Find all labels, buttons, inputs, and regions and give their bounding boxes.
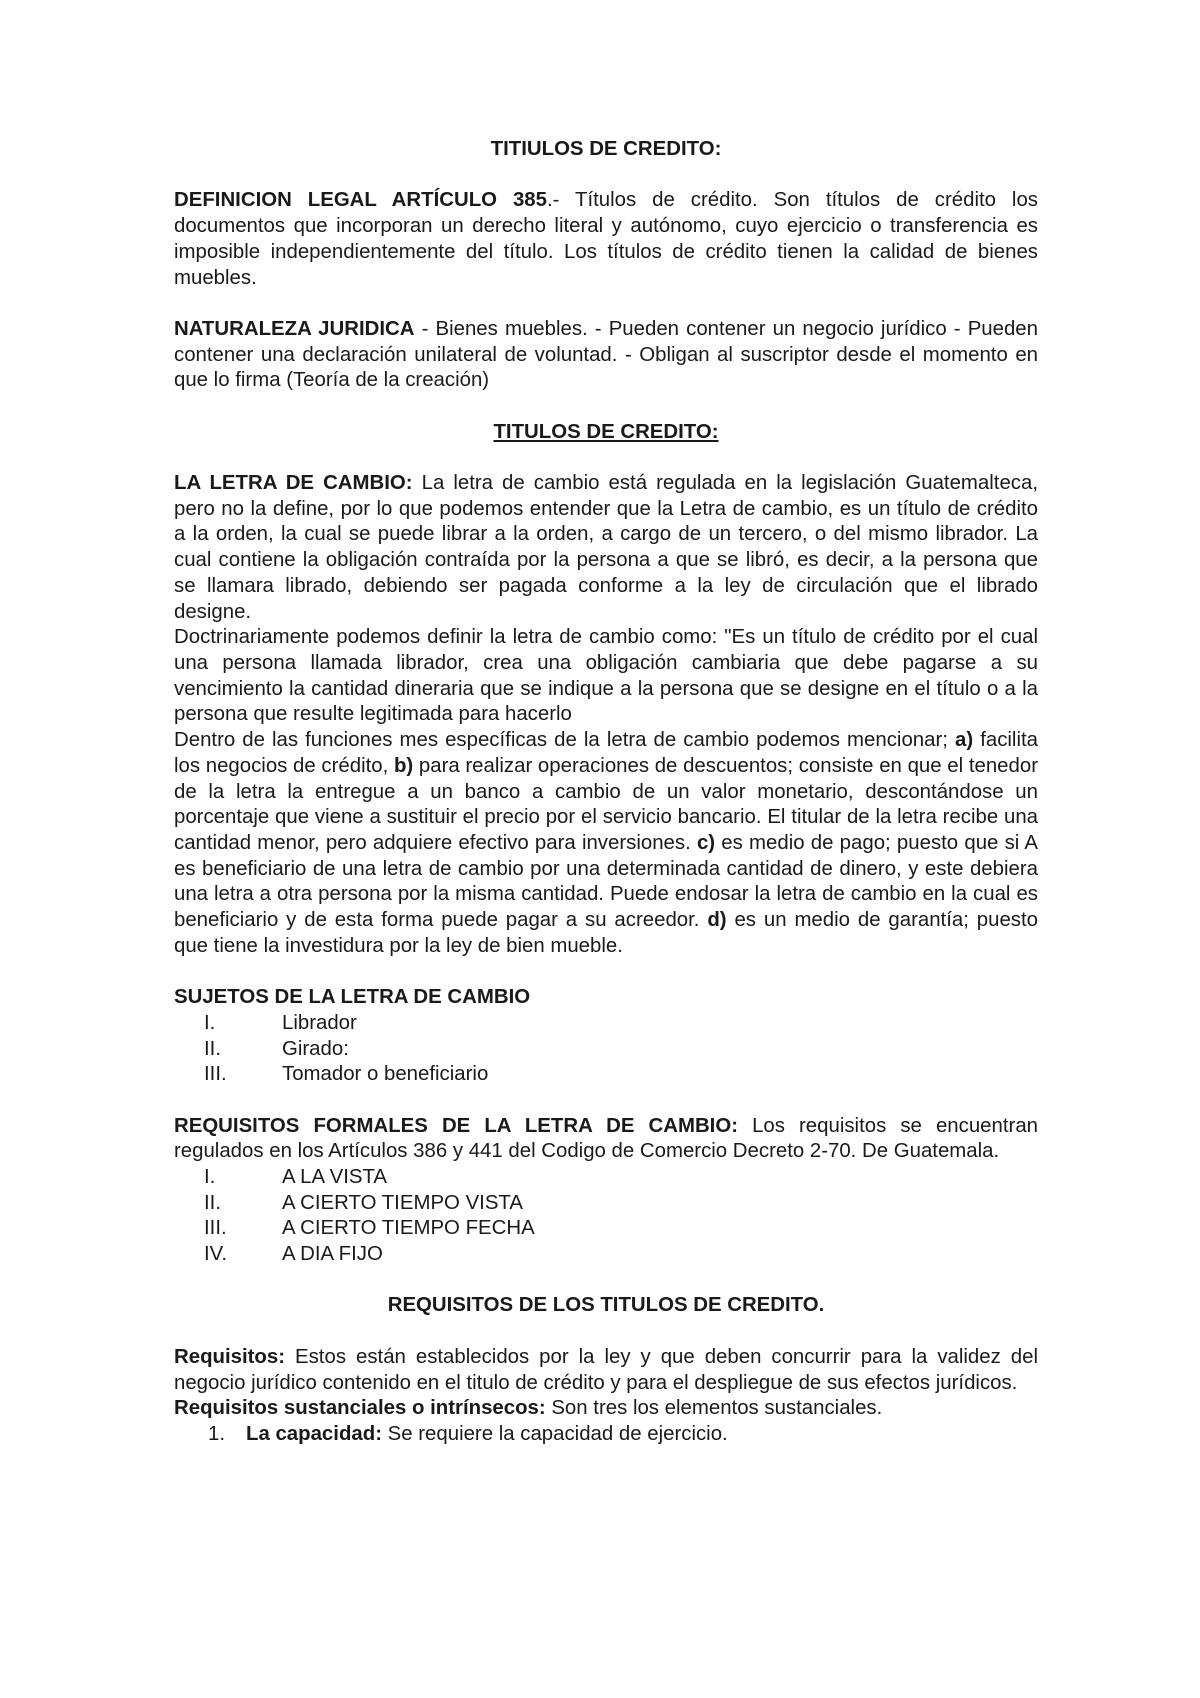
funciones-paragraph: Dentro de las funciones mes específicas de la letra de cambio podemos mencionar; a) facilita los negocios de crédito, b) para realizar operaciones de descuentos; consiste en que el tenedor de la letra la entregue a un banco a cambio de un valor monetario, descontándose un porcentaje que viene a sustituir el precio por el servicio bancario. El titular de la letra recibe una cantidad menor, pero adquiere efectivo para inversiones. c) es medio de pago; puesto que si A es beneficiario de una letra de cambio por una determinada cantidad de dinero, y este debiera una letra a otra persona por la misma cantidad. Puede endosar la letra de cambio en la cual es beneficiario y de esta forma puede pagar a su acreedor. d) es un medio de garantía; puesto que tiene la investidura por la ley de bien mueble. — [174, 729, 1038, 957]
letra-heading: LA LETRA DE CAMBIO: — [174, 472, 413, 495]
section-title-1: TITIULOS DE CREDITO: — [490, 138, 722, 160]
list-item: IV. A DIA FIJO — [204, 1243, 383, 1266]
section-title-2: TITULOS DE CREDITO: — [493, 420, 719, 443]
document-page — [174, 137, 1038, 1448]
list-item: I. Librador — [204, 1011, 357, 1034]
list-item: III. Tomador o beneficiario — [204, 1063, 489, 1086]
list-item: II. Girado: — [204, 1037, 349, 1060]
list-item: I. A LA VISTA — [204, 1165, 388, 1188]
sustanciales-paragraph: Requisitos sustanciales o intrínsecos: Son tres los elementos sustanciales. — [174, 1397, 883, 1420]
section-title-3: REQUISITOS DE LOS TITULOS DE CREDITO. — [387, 1294, 825, 1317]
naturaleza-heading: NATURALEZA JURIDICA — [174, 317, 415, 340]
requisitos-heading: Requisitos: — [174, 1345, 286, 1368]
list-item: III. A CIERTO TIEMPO FECHA — [204, 1217, 535, 1240]
naturaleza-paragraph: NATURALEZA JURIDICA - Bienes muebles. - Pueden contener un negocio jurídico - Pueden contener una declaración unilateral de voluntad. - Obligan al suscriptor desde el momento en que lo firma (Teoría de la creación) — [174, 317, 1038, 392]
definicion-heading: DEFINICION LEGAL ARTÍCULO 385 — [174, 189, 547, 212]
sustanciales-list — [174, 1422, 1038, 1448]
formales-heading: REQUISITOS FORMALES DE LA LETRA DE CAMBIO: — [174, 1114, 738, 1137]
letra-paragraph: LA LETRA DE CAMBIO: La letra de cambio está regulada en la legislación Guatemalteca, pero no la define, por lo que podemos entender que la Letra de cambio, es un título de crédito a la orden, la cual se puede librar a la orden, a cargo de un tercero, o del mismo librador. La cual contiene la obligación contraída por la persona a que se libró, es decir, a la persona que se llamara librado, debiendo ser pagada conforme a la ley de circulación que el librado designe. — [174, 472, 1038, 623]
sujetos-list — [174, 1011, 1038, 1088]
list-item: 1. La capacidad: Se requiere la capacidad de ejercicio. — [208, 1422, 728, 1445]
sujetos-heading: SUJETOS DE LA LETRA DE CAMBIO — [174, 986, 531, 1009]
formales-paragraph: REQUISITOS FORMALES DE LA LETRA DE CAMBIO: Los requisitos se encuentran regulados en los Artículos 386 y 441 del Codigo de Comercio Decreto 2-70. De Guatemala. — [174, 1114, 1038, 1163]
list-item: II. A CIERTO TIEMPO VISTA — [204, 1191, 523, 1214]
definicion-paragraph: DEFINICION LEGAL ARTÍCULO 385.- Títulos de crédito. Son títulos de crédito los documentos que incorporan un derecho literal y autónomo, cuyo ejercicio o transferencia es imposible independientemente del título. Los títulos de crédito tienen la calidad de bienes muebles. — [174, 189, 1039, 289]
formales-list — [174, 1165, 1038, 1268]
doctrina-paragraph: Doctrinariamente podemos definir la letra de cambio como: "Es un título de crédito por el cual una persona llamada librador, crea una obligación cambiaria que debe pagarse a su vencimiento la cantidad dineraria que se indique a la persona que se designe en el título o a la persona que resulte legitimada para hacerlo — [174, 626, 1038, 726]
requisitos-paragraph: Requisitos: Estos están establecidos por la ley y que deben concurrir para la validez del negocio jurídico contenido en el titulo de crédito y para el despliegue de sus efectos jurídicos. — [174, 1345, 1038, 1394]
